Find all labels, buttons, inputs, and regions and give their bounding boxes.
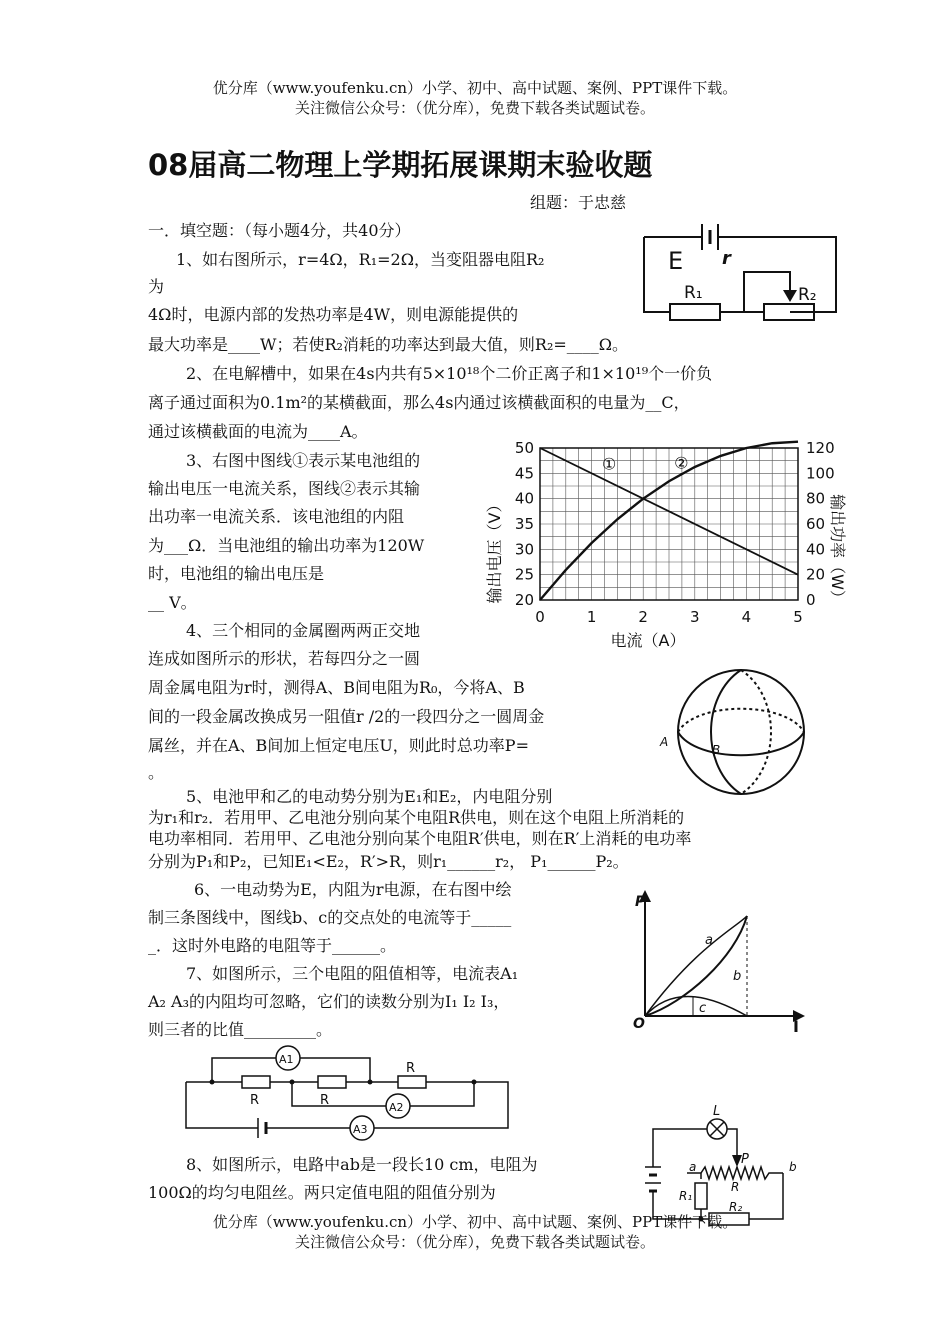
q7-line: 7、如图所示，三个电阻的阻值相等，电流表A₁ — [186, 964, 519, 983]
label-R: R — [320, 1093, 330, 1108]
y2-tick-label: 80 — [806, 489, 826, 508]
circuit-figure-1 — [640, 212, 840, 327]
q6-line: 6、一电动势为E，内阻为r电源，在右图中绘 — [194, 880, 512, 899]
y-tick-label: 30 — [514, 540, 534, 559]
q3-line: 时，电池组的输出电压是 — [148, 564, 325, 583]
label-B: B — [712, 743, 721, 757]
label-A2: A2 — [389, 1101, 404, 1114]
x-tick-label: 2 — [638, 608, 648, 626]
label-E: E — [668, 247, 684, 275]
q3-line: 出功率一电流关系．该电池组的内阻 — [148, 507, 405, 526]
y-axis-label: 输出电压（V） — [485, 496, 504, 604]
q2-line: 通过该横截面的电流为____A。 — [148, 422, 368, 441]
q4-line: 。 — [148, 763, 165, 782]
label-b: b — [789, 1160, 797, 1174]
q5-line: 为r₁和r₂．若用甲、乙电池分别向某个电阻R供电，则在这个电阻上所消耗的 — [148, 808, 685, 827]
label-R: R — [250, 1093, 260, 1108]
x-tick-label: 0 — [535, 608, 545, 626]
q6-line: _．这时外电路的电阻等于______。 — [148, 936, 397, 955]
label-R1: R₁ — [684, 283, 703, 303]
label-I: I — [793, 1017, 799, 1036]
series-label: ① — [601, 454, 617, 474]
y2-tick-label: 0 — [806, 591, 816, 609]
label-A3: A3 — [353, 1123, 368, 1136]
q1-line: 4Ω时，电源内部的发热功率是4W，则电源能提供的 — [148, 305, 519, 324]
label-P: P — [741, 1152, 749, 1167]
q3-line: 为___Ω．当电池组的输出功率为120W — [148, 536, 425, 555]
q2-line: 2、在电解槽中，如果在4s内共有5×10¹⁸个二价正离子和1×10¹⁹个一价负 — [186, 364, 713, 383]
label-R: R — [731, 1180, 740, 1194]
footer-line-1: 优分库（www.youfenku.cn）小学、初中、高中试题、案例、PPT课件下载。 — [212, 1213, 738, 1231]
y2-tick-label: 20 — [806, 565, 826, 584]
q7-line: A₂ A₃的内阻均可忽略，它们的读数分别为I₁ I₂ I₃， — [148, 992, 510, 1011]
q7-line: 则三者的比值_________。 — [148, 1020, 333, 1039]
q8-line: 100Ω的均匀电阻丝。两只定值电阻的阻值分别为 — [148, 1183, 496, 1202]
y-tick-label: 25 — [514, 565, 534, 584]
q4-line: 周金属电阻为r时，测得A、B间电阻为R₀，今将A、B — [148, 678, 525, 697]
q5-line: 电功率相同．若用甲、乙电池分别向某个电阻R′供电，则在R′上消耗的电功率 — [148, 829, 692, 848]
y-tick-label: 40 — [514, 489, 534, 508]
q1-line: 最大功率是____W；若使R₂消耗的功率达到最大值，则R₂=____Ω。 — [148, 335, 629, 354]
sphere-figure-4 — [656, 668, 816, 798]
label-a: a — [705, 933, 713, 948]
footer-line-2: 关注微信公众号：（优分库），免费下载各类试题试卷。 — [294, 1233, 655, 1251]
y2-tick-label: 60 — [806, 515, 826, 533]
y-tick-label: 35 — [514, 515, 534, 533]
chart-figure-3 — [480, 439, 847, 660]
y2-tick-label: 100 — [806, 464, 835, 483]
q3-line: 输出电压一电流关系，图线②表示其输 — [148, 479, 421, 498]
x-axis-label: 电流（A） — [610, 631, 686, 650]
header-line-1: 优分库（www.youfenku.cn）小学、初中、高中试题、案例、PPT课件下载。 — [212, 79, 738, 97]
label-R2: R₂ — [729, 1200, 743, 1214]
q1-line: 1、如右图所示，r=4Ω，R₁=2Ω，当变阻器电阻R₂ — [176, 250, 545, 269]
label-a: a — [689, 1160, 697, 1174]
q6-line: 制三条图线中，图线b、c的交点处的电流等于_____ — [148, 908, 512, 927]
y2-tick-label: 40 — [806, 540, 826, 559]
x-tick-label: 5 — [793, 608, 803, 626]
q4-line: 属丝，并在A、B间加上恒定电压U，则此时总功率P= — [148, 736, 529, 755]
label-P: P — [635, 894, 646, 910]
power-graph-figure-6 — [625, 888, 810, 1036]
label-R: R — [406, 1061, 416, 1076]
y-tick-label: 50 — [514, 439, 534, 457]
section-heading: 一．填空题：（每小题4分，共40分） — [148, 221, 411, 240]
q8-line: 8、如图所示，电路中ab是一段长10 cm，电阻为 — [186, 1155, 538, 1174]
label-R1: R₁ — [679, 1189, 693, 1203]
label-c: c — [699, 1001, 707, 1016]
q5-line: 分别为P₁和P₂，已知E₁<E₂，R′>R，则r₁______r₂， P₁______P₂。 — [148, 852, 629, 871]
q3-line: __ V。 — [148, 593, 197, 612]
q4-line: 4、三个相同的金属圈两两正交地 — [186, 621, 421, 640]
page-title: 08届高二物理上学期拓展课期末验收题 — [148, 148, 653, 182]
label-b: b — [733, 969, 742, 984]
x-tick-label: 3 — [690, 608, 700, 626]
label-O: O — [633, 1016, 645, 1032]
label-A: A — [660, 735, 669, 749]
q4-line: 连成如图所示的形状，若每四分之一圆 — [148, 649, 421, 668]
y2-tick-label: 120 — [806, 439, 835, 457]
x-tick-label: 1 — [586, 608, 597, 626]
circuit-figure-7 — [180, 1042, 520, 1147]
q1-line: 为 — [148, 277, 165, 296]
label-R2: R₂ — [798, 285, 817, 305]
x-tick-label: 4 — [741, 608, 752, 626]
author: 组题：于忠慈 — [530, 193, 627, 212]
label-A1: A1 — [279, 1053, 294, 1066]
q5-line: 5、电池甲和乙的电动势分别为E₁和E₂，内电阻分别 — [186, 787, 553, 806]
label-r: r — [722, 248, 731, 269]
q2-line: 离子通过面积为0.1m²的某横截面，那么4s内通过该横截面积的电量为__C， — [148, 393, 690, 412]
q3-line: 3、右图中图线①表示某电池组的 — [186, 451, 421, 470]
header-line-2: 关注微信公众号：（优分库），免费下载各类试题试卷。 — [294, 99, 655, 117]
y2-axis-label: 输出功率（W） — [828, 494, 847, 606]
series-label: ② — [674, 453, 689, 473]
y-tick-label: 20 — [514, 591, 534, 609]
label-L: L — [713, 1104, 721, 1119]
q4-line: 间的一段金属改换成另一阻值r /2的一段四分之一圆周金 — [148, 707, 545, 726]
y-tick-label: 45 — [514, 464, 534, 483]
